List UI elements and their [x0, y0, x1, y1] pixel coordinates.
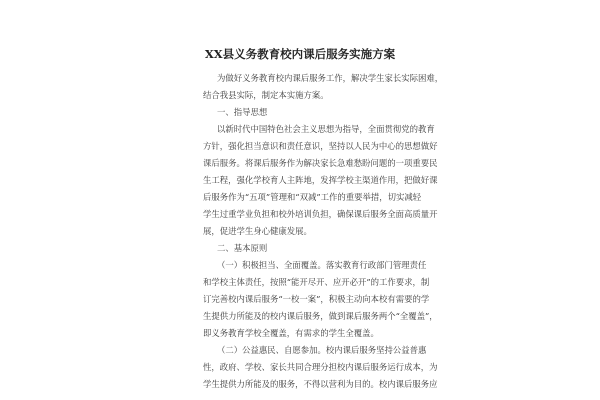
body-line: 结合我县实际，制定本实施方案。 — [203, 90, 329, 100]
body-line: 后服务作为“五项”管理和“双减”工作的重要举措，切实减轻 — [203, 192, 422, 202]
body-line: 和学校主体责任，按照“能开尽开、应开必开”的工作要求，制 — [203, 277, 430, 287]
section-heading: 一、指导思想 — [217, 107, 268, 117]
section-heading: 二、基本原则 — [217, 243, 268, 253]
body-line: 为做好义务教育校内课后服务工作，解决学生家长实际困难， — [217, 73, 444, 83]
body-line: 课后服务。将课后服务作为解决家长急难愁盼问题的一项重要民 — [203, 158, 438, 168]
body-line: 以新时代中国特色社会主义思想为指导，全面贯彻党的教育 — [217, 124, 435, 134]
body-line: （二）公益惠民、自愿参加。校内课后服务坚持公益普惠 — [217, 345, 427, 355]
body-line: 学生提供力所能及的服务，不得以营利为目的。校内课后服务应 — [203, 379, 438, 389]
body-line: 订完善校内课后服务“一校一案”，积极主动向本校有需要的学 — [203, 294, 430, 304]
body-line: 展，促进学生身心健康发展。 — [203, 226, 312, 236]
body-line: 学生过重学业负担和校外培训负担，确保课后服务全面高质量开 — [203, 209, 438, 219]
body-line: 方针，强化担当意识和责任意识，坚持以人民为中心的思想做好 — [203, 141, 438, 151]
body-line: 即义务教育学校全覆盖，有需求的学生全覆盖。 — [203, 328, 379, 338]
body-line: 生工程，强化学校育人主阵地，发挥学校主渠道作用，把做好课 — [203, 175, 438, 185]
body-line: 性，政府、学校、家长共同合理分担校内课后服务运行成本，为 — [203, 362, 438, 372]
document-title: XX县义务教育校内课后服务实施方案 — [204, 47, 396, 61]
body-line: （一）积极担当、全面覆盖。落实教育行政部门管理责任 — [217, 260, 427, 270]
body-line: 生提供力所能及的校内课后服务，做到课后服务两个“全覆盖”， — [203, 311, 438, 321]
